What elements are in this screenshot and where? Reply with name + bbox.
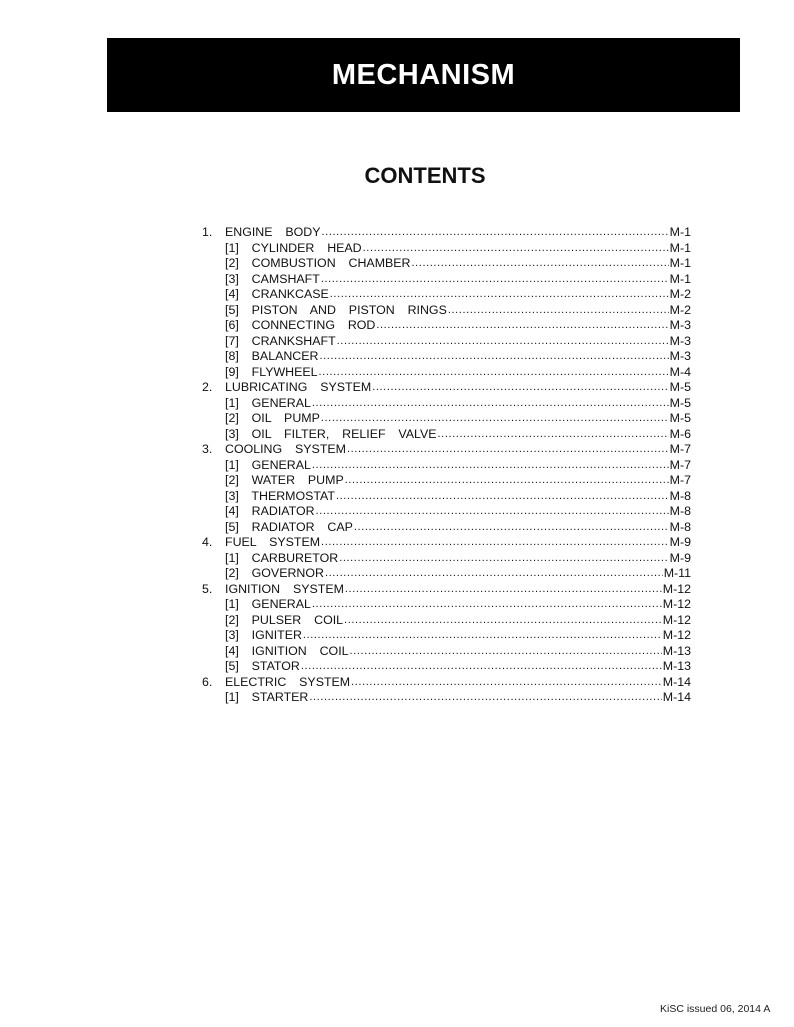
toc-subsection-row[interactable]	[200, 256, 691, 272]
toc-subsection-row[interactable]	[200, 349, 691, 365]
toc-page-number: M-3	[669, 318, 691, 332]
toc-subsection-row[interactable]	[200, 551, 691, 567]
toc-subsection-row[interactable]	[200, 365, 691, 381]
toc-page-number: M-12	[662, 597, 691, 611]
section-banner	[107, 38, 740, 112]
toc-entry-label: [1] STARTER	[225, 690, 309, 704]
toc-dot-leader	[330, 286, 669, 303]
footer-issue-note: KiSC issued 06, 2014 A	[660, 1003, 771, 1015]
toc-dot-leader	[309, 689, 661, 706]
toc-page-number: M-8	[669, 504, 691, 518]
toc-dot-leader	[345, 472, 669, 489]
toc-section-row[interactable]	[200, 380, 691, 396]
toc-subsection-row[interactable]	[200, 644, 691, 660]
toc-dot-leader	[412, 255, 669, 272]
toc-subsection-row[interactable]	[200, 628, 691, 644]
toc-dot-leader	[347, 441, 669, 458]
toc-page-number: M-9	[669, 550, 691, 565]
toc-section-number: 6.	[202, 674, 213, 689]
toc-entry-label: [5] RADIATOR CAP	[225, 519, 353, 534]
toc-page-number: M-1	[669, 256, 691, 270]
toc-subsection-row[interactable]	[200, 520, 691, 536]
toc-section-number: 1.	[202, 225, 213, 239]
toc-dot-leader	[336, 488, 669, 505]
toc-section-number: 5.	[202, 581, 213, 596]
toc-entry-label: IGNITION SYSTEM	[225, 581, 344, 596]
toc-page-number: M-9	[669, 535, 691, 549]
toc-page-number: M-8	[669, 519, 691, 534]
toc-section-row[interactable]	[200, 582, 691, 598]
toc-page-number: M-5	[669, 395, 691, 410]
toc-subsection-row[interactable]	[200, 458, 691, 474]
toc-entry-label: [4] IGNITION COIL	[225, 643, 349, 658]
toc-subsection-row[interactable]	[200, 272, 691, 288]
toc-dot-leader	[438, 426, 669, 443]
toc-subsection-row[interactable]	[200, 411, 691, 427]
toc-entry-label: LUBRICATING SYSTEM	[225, 380, 372, 394]
toc-section-number: 2.	[202, 380, 213, 394]
toc-entry-label: ELECTRIC SYSTEM	[225, 674, 351, 689]
toc-section-row[interactable]	[200, 225, 691, 241]
toc-subsection-row[interactable]	[200, 504, 691, 520]
toc-page-number: M-3	[669, 349, 691, 363]
toc-subsection-row[interactable]	[200, 396, 691, 412]
toc-entry-label: [1] CARBURETOR	[225, 550, 339, 565]
toc-subsection-row[interactable]	[200, 690, 691, 706]
toc-subsection-row[interactable]	[200, 489, 691, 505]
toc-dot-leader	[321, 271, 669, 288]
toc-page-number: M-1	[669, 240, 691, 255]
toc-entry-label: [1] CYLINDER HEAD	[225, 240, 362, 255]
toc-page-number: M-1	[669, 225, 691, 239]
toc-subsection-row[interactable]	[200, 473, 691, 489]
toc-subsection-row[interactable]	[200, 427, 691, 443]
toc-dot-leader	[321, 534, 669, 551]
toc-page-number: M-6	[669, 426, 691, 441]
toc-entry-label: [2] GOVERNOR	[225, 566, 324, 580]
toc-entry-label: [2] WATER PUMP	[225, 473, 344, 487]
toc-subsection-row[interactable]	[200, 241, 691, 257]
toc-entry-label: [7] CRANKSHAFT	[225, 333, 336, 348]
toc-entry-label: [5] STATOR	[225, 659, 300, 673]
toc-page-number: M-12	[662, 628, 691, 642]
toc-dot-leader	[350, 643, 662, 660]
toc-dot-leader	[339, 550, 668, 567]
toc-dot-leader	[303, 627, 662, 644]
toc-entry-label: [3] OIL FILTER, RELIEF VALVE	[225, 426, 437, 441]
toc-page-number: M-2	[669, 287, 691, 301]
toc-entry-label: [2] PULSER COIL	[225, 612, 344, 627]
toc-page-number: M-12	[662, 581, 691, 596]
toc-page-number: M-7	[669, 473, 691, 487]
toc-page-number: M-4	[669, 364, 691, 379]
toc-dot-leader	[322, 224, 669, 241]
toc-entry-label: [9] FLYWHEEL	[225, 364, 318, 379]
toc-section-row[interactable]	[200, 442, 691, 458]
toc-page-number: M-14	[662, 690, 691, 704]
toc-page-number: M-11	[663, 566, 691, 580]
toc-subsection-row[interactable]	[200, 334, 691, 350]
toc-section-row[interactable]	[200, 675, 691, 691]
toc-entry-label: [3] THERMOSTAT	[225, 488, 335, 503]
toc-section-number: 4.	[202, 535, 213, 549]
toc-dot-leader	[363, 240, 669, 257]
toc-dot-leader	[448, 302, 669, 319]
toc-section-number: 3.	[202, 442, 213, 456]
toc-page-number: M-7	[669, 457, 691, 472]
toc-page-number: M-3	[669, 333, 691, 348]
toc-entry-label: [6] CONNECTING ROD	[225, 318, 376, 332]
toc-dot-leader	[337, 333, 669, 350]
toc-page-number: M-8	[669, 488, 691, 503]
toc-entry-label: [4] CRANKCASE	[225, 287, 329, 301]
toc-entry-label: [4] RADIATOR	[225, 504, 315, 518]
toc-entry-label: [2] COMBUSTION CHAMBER	[225, 256, 411, 270]
toc-section-row[interactable]	[200, 535, 691, 551]
toc-page-number: M-5	[669, 411, 691, 425]
toc-dot-leader	[325, 565, 663, 582]
toc-entry-label: [3] CAMSHAFT	[225, 271, 320, 286]
toc-page-number: M-13	[662, 643, 691, 658]
toc-entry-label: [3] IGNITER	[225, 628, 302, 642]
toc-subsection-row[interactable]	[200, 566, 691, 582]
toc-dot-leader	[312, 596, 662, 613]
toc-dot-leader	[301, 658, 662, 675]
contents-heading: CONTENTS	[364, 163, 486, 188]
toc-entry-label: [1] GENERAL	[225, 395, 311, 410]
toc-entry-label: [1] GENERAL	[225, 597, 311, 611]
toc-page-number: M-12	[662, 612, 691, 627]
toc-dot-leader	[319, 348, 668, 365]
toc-entry-label: FUEL SYSTEM	[225, 535, 321, 549]
toc-dot-leader	[345, 581, 662, 598]
toc-dot-leader	[351, 674, 662, 691]
toc-page-number: M-14	[662, 674, 691, 689]
table-of-contents	[200, 225, 691, 706]
toc-subsection-row[interactable]	[200, 287, 691, 303]
toc-dot-leader	[312, 457, 669, 474]
toc-entry-label: [5] PISTON AND PISTON RINGS	[225, 302, 447, 317]
toc-entry-label: [8] BALANCER	[225, 349, 319, 363]
toc-dot-leader	[321, 410, 669, 427]
toc-page-number: M-2	[669, 302, 691, 317]
toc-dot-leader	[319, 364, 669, 381]
toc-dot-leader	[312, 395, 669, 412]
toc-subsection-row[interactable]	[200, 303, 691, 319]
toc-page-number: M-13	[662, 659, 691, 673]
toc-entry-label: [1] GENERAL	[225, 457, 311, 472]
toc-subsection-row[interactable]	[200, 597, 691, 613]
section-title: MECHANISM	[331, 58, 516, 91]
toc-subsection-row[interactable]	[200, 613, 691, 629]
toc-dot-leader	[316, 503, 669, 520]
toc-page-number: M-5	[669, 380, 691, 394]
toc-dot-leader	[344, 612, 662, 629]
toc-dot-leader	[372, 379, 668, 396]
toc-subsection-row[interactable]	[200, 318, 691, 334]
toc-dot-leader	[376, 317, 668, 334]
toc-entry-label: ENGINE BODY	[225, 225, 321, 239]
toc-subsection-row[interactable]	[200, 659, 691, 675]
toc-dot-leader	[354, 519, 669, 536]
toc-page-number: M-1	[669, 271, 691, 286]
toc-entry-label: [2] OIL PUMP	[225, 411, 320, 425]
toc-entry-label: COOLING SYSTEM	[225, 442, 346, 456]
toc-page-number: M-7	[669, 442, 691, 456]
